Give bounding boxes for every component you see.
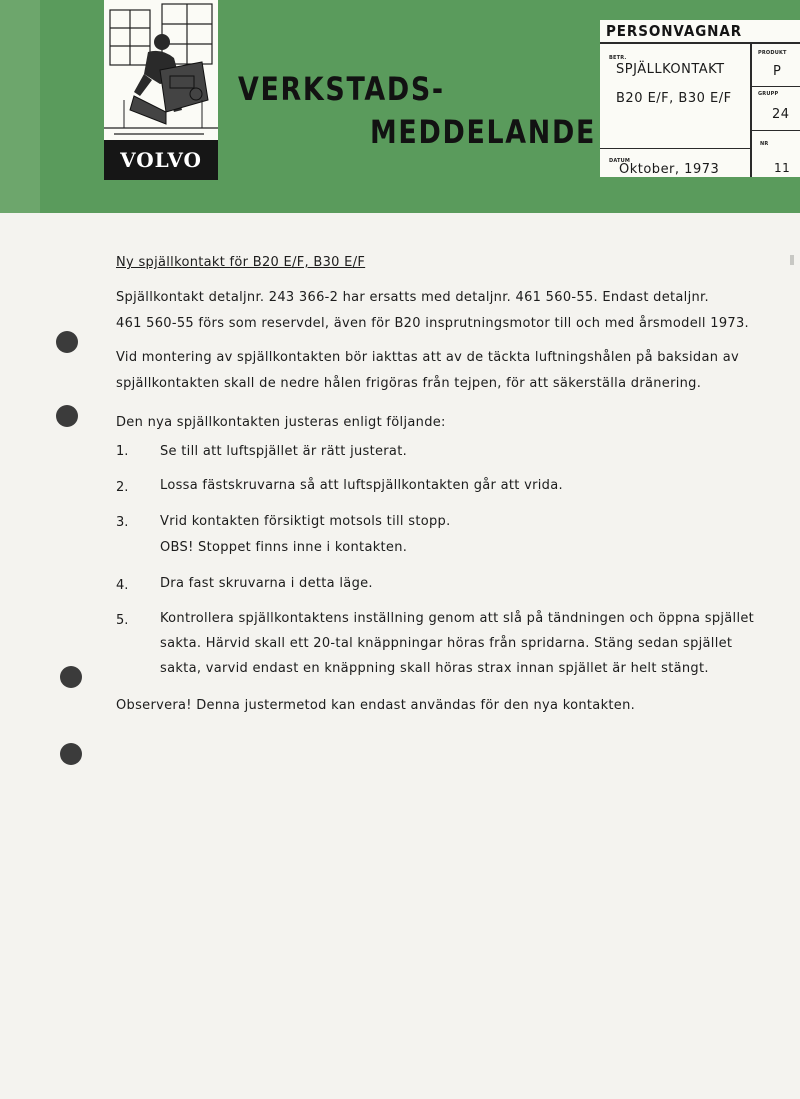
produkt-label: PRODUKT [758, 50, 787, 56]
step-text: Kontrollera spjällkontaktens inställning genom att slå på tändningen och öppna spjället [160, 611, 755, 626]
datum-value: Oktober, 1973 [619, 162, 720, 177]
binder-hole [56, 331, 78, 353]
paragraph-2-line-2: spjällkontakten skall de nedre hålen frigöras från tejpen, för att säkerställa dränering. [116, 376, 702, 391]
step-text: Se till att luftspjället är rätt justerat. [160, 444, 408, 459]
form-divider-subject [600, 148, 750, 149]
betr-label: BETR. [609, 55, 627, 61]
step-text: sakta, varvid endast en knäppning skall höras strax innan spjället är helt stängt. [160, 661, 709, 676]
datum-label: DATUM [609, 158, 631, 164]
step-text: sakta. Härvid skall ett 20-tal knäppningar höras från spridarna. Stäng sedan spjället [160, 636, 733, 651]
closing-note: Observera! Denna justermetod kan endast användas för den nya kontakten. [116, 698, 636, 713]
grupp-value: 24 [772, 107, 790, 122]
step-number: 2. [116, 480, 129, 495]
paper-mark [790, 255, 794, 265]
page-title-line2: MEDDELANDE [370, 113, 596, 151]
subject-line1: SPJÄLLKONTAKT [616, 62, 725, 77]
paragraph-1-line-1: Spjällkontakt detaljnr. 243 366-2 har ersatts med detaljnr. 461 560-55. Endast detaljnr. [116, 290, 709, 305]
form-divider-produkt [750, 86, 800, 87]
step-number: 5. [116, 613, 129, 628]
volvo-logo: VOLVO [104, 140, 218, 180]
page-title-line1: VERKSTADS- [238, 70, 445, 108]
form-divider-grupp [750, 130, 800, 131]
paragraph-2-line-1: Vid montering av spjällkontakten bör iakttas att av de täckta luftningshålen på baksidan av [116, 350, 739, 365]
steps-intro: Den nya spjällkontakten justeras enligt följande: [116, 415, 446, 430]
nr-value: 11 [774, 161, 791, 175]
binder-hole [60, 743, 82, 765]
step-number: 1. [116, 444, 129, 459]
step-number: 4. [116, 578, 129, 593]
step-text: Vrid kontakten försiktigt motsols till stopp. [160, 514, 451, 529]
step-text: Dra fast skruvarna i detta läge. [160, 576, 373, 591]
binder-hole [56, 405, 78, 427]
produkt-value: P [773, 64, 782, 79]
bulletin-heading: Ny spjällkontakt för B20 E/F, B30 E/F [116, 255, 366, 270]
mechanic-illustration [104, 0, 218, 140]
nr-label: NR [760, 141, 769, 147]
step-text: Lossa fästskruvarna så att luftspjällkontakten går att vrida. [160, 478, 563, 493]
subject-line2: B20 E/F, B30 E/F [616, 91, 732, 106]
form-divider-top [600, 42, 800, 44]
left-strip [0, 0, 40, 213]
form-divider-vertical [750, 42, 752, 177]
category-label: PERSONVAGNAR [606, 22, 743, 40]
paragraph-1-line-2: 461 560-55 förs som reservdel, även för B20 insprutningsmotor till och med årsmodell 1973. [116, 316, 749, 331]
grupp-label: GRUPP [758, 91, 779, 97]
binder-hole [60, 666, 82, 688]
step-number: 3. [116, 515, 129, 530]
step-note: OBS! Stoppet finns inne i kontakten. [160, 540, 408, 555]
